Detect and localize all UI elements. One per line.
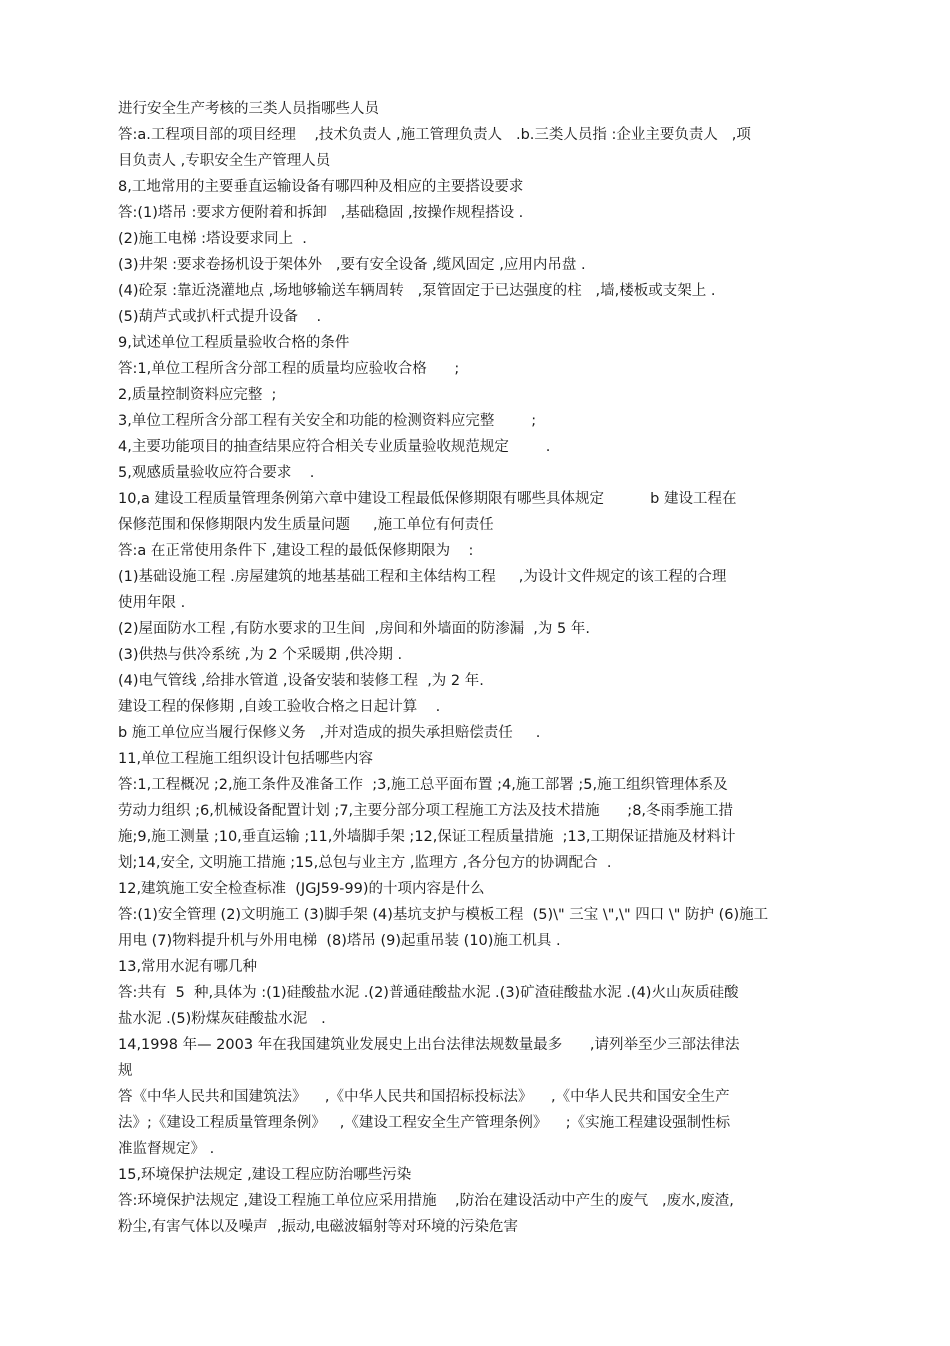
text-line: 答:(1)安全管理 (2)文明施工 (3)脚手架 (4)基坑支护与模板工程 (5)\" 三宝 \",\" 四口 \" 防护 (6)施工 (118, 907, 769, 923)
text-line: 答:1,单位工程所含分部工程的质量均应验收合格 ; (118, 361, 460, 377)
text-line: 规 (118, 1063, 133, 1079)
text-line: 14,1998 年— 2003 年在我国建筑业发展史上出台法律法规数量最多 ,请列举至少三部法律法 (118, 1037, 740, 1053)
text-line: 保修范围和保修期限内发生质量问题 ,施工单位有何责任 (118, 517, 494, 533)
text-line: (5)葫芦式或扒杆式提升设备 . (118, 309, 322, 325)
text-line: 答:环境保护法规定 ,建设工程施工单位应采用措施 ,防治在建设活动中产生的废气 ,废水,废渣, (118, 1193, 734, 1209)
text-line: 进行安全生产考核的三类人员指哪些人员 (118, 101, 379, 117)
text-line: b 施工单位应当履行保修义务 ,并对造成的损失承担赔偿责任 . (118, 725, 541, 741)
text-line: (3)井架 :要求卷扬机设于架体外 ,要有安全设备 ,缆风固定 ,应用内吊盘 . (118, 257, 586, 273)
text-line: 建设工程的保修期 ,自竣工验收合格之日起计算 . (118, 699, 441, 715)
text-line: 答:a.工程项目部的项目经理 ,技术负责人 ,施工管理负责人 .b.三类人员指 :企业主要负责人 ,项 (118, 127, 751, 143)
text-line: 使用年限 . (118, 595, 186, 611)
text-line: 盐水泥 .(5)粉煤灰硅酸盐水泥 . (118, 1011, 326, 1027)
text-line: (4)砼泵 :靠近浇灌地点 ,场地够输送车辆周转 ,泵管固定于已达强度的柱 ,墙,楼板或支架上 . (118, 283, 716, 299)
text-line: 4,主要功能项目的抽查结果应符合相关专业质量验收规范规定 . (118, 439, 551, 455)
text-line: 8,工地常用的主要垂直运输设备有哪四种及相应的主要搭设要求 (118, 179, 524, 195)
text-line: (3)供热与供冷系统 ,为 2 个采暖期 ,供冷期 . (118, 647, 403, 663)
text-line: (1)基础设施工程 .房屋建筑的地基基础工程和主体结构工程 ,为设计文件规定的该工程的合理 (118, 569, 727, 585)
text-line: 12,建筑施工安全检查标准 (JGJ59-99)的十项内容是什么 (118, 881, 485, 897)
text-line: 答:a 在正常使用条件下 ,建设工程的最低保修期限为 : (118, 543, 474, 559)
text-line: 10,a 建设工程质量管理条例第六章中建设工程最低保修期限有哪些具体规定 b 建设工程在 (118, 491, 737, 507)
text-line: 法》;《建设工程质量管理条例》 ,《建设工程安全生产管理条例》 ;《实施工程建设强制性标 (118, 1115, 731, 1131)
text-line: 用电 (7)物料提升机与外用电梯 (8)塔吊 (9)起重吊装 (10)施工机具 . (118, 933, 561, 949)
text-line: 答:共有 5 种,具体为 :(1)硅酸盐水泥 .(2)普通硅酸盐水泥 .(3)矿渣硅酸盐水泥 .(4)火山灰质硅酸 (118, 985, 739, 1001)
text-line: 答《中华人民共和国建筑法》 ,《中华人民共和国招标投标法》 ,《中华人民共和国安全生产 (118, 1089, 730, 1105)
text-line: 划;14,安全, 文明施工措施 ;15,总包与业主方 ,监理方 ,各分包方的协调配合 . (118, 855, 612, 871)
text-line: 3,单位工程所含分部工程有关安全和功能的检测资料应完整 ; (118, 413, 537, 429)
text-line: 施;9,施工测量 ;10,垂直运输 ;11,外墙脚手架 ;12,保证工程质量措施 ;13,工期保证措施及材料计 (118, 829, 736, 845)
text-line: 粉尘,有害气体以及噪声 ,振动,电磁波辐射等对环境的污染危害 (118, 1219, 519, 1235)
text-line: 答:1,工程概况 ;2,施工条件及准备工作 ;3,施工总平面布置 ;4,施工部署 ;5,施工组织管理体系及 (118, 777, 728, 793)
text-line: (2)施工电梯 :塔设要求同上 . (118, 231, 307, 247)
text-line: 5,观感质量验收应符合要求 . (118, 465, 315, 481)
text-line: 9,试述单位工程质量验收合格的条件 (118, 335, 350, 351)
text-line: (2)屋面防水工程 ,有防水要求的卫生间 ,房间和外墙面的防渗漏 ,为 5 年. (118, 621, 590, 637)
text-line: 目负责人 ,专职安全生产管理人员 (118, 153, 331, 169)
text-line (118, 1240, 848, 1266)
document-body (118, 96, 848, 1266)
text-line: (4)电气管线 ,给排水管道 ,设备安装和装修工程 ,为 2 年. (118, 673, 484, 689)
text-line: 15,环境保护法规定 ,建设工程应防治哪些污染 (118, 1167, 412, 1183)
text-line: 答:(1)塔吊 :要求方便附着和拆卸 ,基础稳固 ,按操作规程搭设 . (118, 205, 524, 221)
text-line: 13,常用水泥有哪几种 (118, 959, 258, 975)
text-line: 劳动力组织 ;6,机械设备配置计划 ;7,主要分部分项工程施工方法及技术措施 ;8,冬雨季施工措 (118, 803, 734, 819)
text-line: 准监督规定》 . (118, 1141, 215, 1157)
text-line: 11,单位工程施工组织设计包括哪些内容 (118, 751, 374, 767)
text-line: 2,质量控制资料应完整 ; (118, 387, 277, 403)
